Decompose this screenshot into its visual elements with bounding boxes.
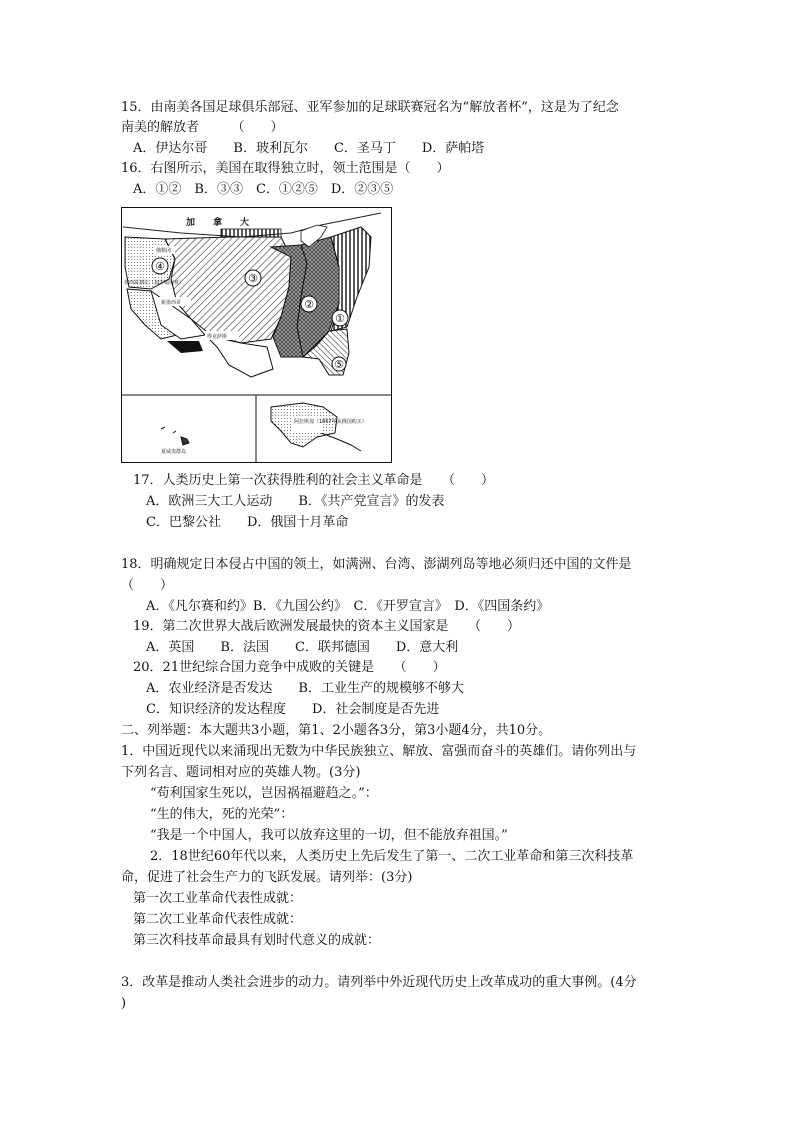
s2-q1-quote2: “生的伟大，死的光荣”： — [150, 807, 294, 822]
us-territory-map — [121, 207, 392, 463]
q17-options-1: A．欧洲三大工人运动 B．《共产党宣言》的发表 — [146, 494, 445, 509]
map-num-3: ③ — [248, 272, 258, 285]
s2-q1-quote3: “我是一个中国人，我可以放弃这里的一切，但不能放弃祖国。” — [150, 828, 508, 843]
q17-options-2: C．巴黎公社 D．俄国十月革命 — [146, 515, 349, 530]
q20-options-2: C．知识经济的发达程度 D．社会制度是否先进 — [146, 702, 440, 717]
map-label-hawaii: 夏威夷群岛 — [161, 449, 187, 455]
s2-q1-line2: 下列名言、题词相对应的英雄人物。(3分) — [121, 765, 361, 780]
q16-options: A．①② B．③③ C．①②⑤ D．②③⑤ — [133, 182, 394, 197]
q16-stem: 16．右图所示，美国在取得独立时，领土范围是（ ） — [121, 161, 450, 176]
map-label-texas: 得克萨斯 — [207, 334, 228, 340]
map-num-2: ② — [304, 298, 314, 311]
q15-line2: 南美的解放者 （ ） — [121, 120, 284, 135]
q18-options: A．《凡尔赛和约》B．《九国公约》 C．《开罗宣言》 D．《四国条约》 — [146, 599, 550, 614]
map-label-canada: 加 拿 大 — [186, 218, 250, 228]
q20-options-1: A．农业经济是否发达 B．工业生产的规模够不够大 — [146, 681, 464, 696]
map-label-oregon: 俄勒冈 — [156, 248, 172, 254]
map-label-alaska: 阿拉斯加（1867年从俄国购买） — [294, 419, 367, 425]
s2-q1-quote1: “苟利国家生死以，岂因祸福避趋之。”： — [150, 786, 378, 801]
q19-stem: 19．第二次世界大战后欧洲发展最快的资本主义国家是 （ ） — [133, 619, 521, 634]
q17-stem: 17．人类历史上第一次获得胜利的社会主义革命是 （ ） — [133, 473, 495, 488]
q15-options: A．伊达尔哥 B．玻利瓦尔 C．圣马丁 D．萨帕塔 — [133, 141, 485, 156]
s2-q2-a: 第一次工业革命代表性成就： — [133, 891, 303, 906]
q19-options: A．英国 B．法国 C．联邦德国 D．意大利 — [146, 640, 459, 655]
s2-q3-line2: ) — [121, 996, 127, 1011]
s2-q1-line1: 1．中国近现代以来涌现出无数为中华民族独立、解放、富强而奋斗的英雄们。请你列出与 — [121, 744, 637, 759]
section2-header: 二、列举题：本大题共3小题，第1、2小题各3分，第3小题4分，共10分。 — [121, 723, 552, 738]
q18-line1: 18．明确规定日本侵占中国的领土，如满洲、台湾、澎湖列岛等地必须归还中国的文件是 — [121, 557, 632, 572]
map-label-new-mexico: 新墨西哥 — [161, 300, 182, 306]
map-num-5: ⑤ — [334, 358, 344, 371]
map-num-1: ① — [335, 312, 345, 325]
s2-q2-b: 第二次工业革命代表性成就： — [133, 912, 303, 927]
s2-q2-line2: 命，促进了社会生产力的飞跃发展。请列举：(3分) — [121, 870, 413, 885]
s2-q2-line1: 2．18世纪60年代以来，人类历史上先后发生了第一、二次工业革命和第三次科技革 — [150, 849, 634, 864]
map-label-california: 墨西哥割让（加里福尼亚） — [124, 280, 185, 286]
q15-line1: 15．由南美各国足球俱乐部冠、亚军参加的足球联赛冠名为“解放者杯”，这是为了纪念 — [121, 100, 619, 115]
q20-stem: 20．21世纪综合国力竞争中成败的关键是 （ ） — [133, 660, 446, 675]
s2-q2-c: 第三次科技革命最具有划时代意义的成就： — [133, 933, 381, 948]
map-num-4: ④ — [155, 260, 165, 273]
q18-line2: （ ） — [121, 578, 174, 593]
s2-q3-line1: 3．改革是推动人类社会进步的动力。请列举中外近现代历史上改革成功的重大事例。(4分 — [121, 975, 637, 990]
